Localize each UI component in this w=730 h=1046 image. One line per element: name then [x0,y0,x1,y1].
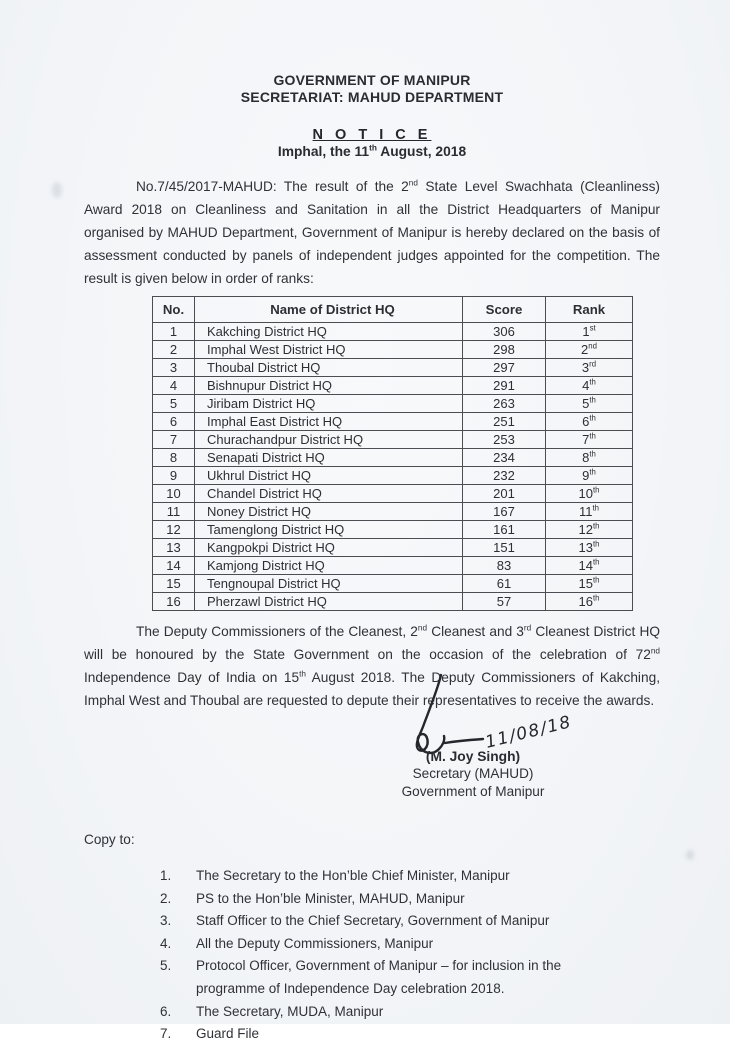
copy-to-item [160,955,660,1000]
cell-name: Imphal West District HQ [195,341,463,359]
scan-artifact [52,182,62,198]
results-table-body [153,323,633,611]
cell-rank: 13th [546,539,633,557]
cell-name: Bishnupur District HQ [195,377,463,395]
table-row [153,359,633,377]
cell-no: 13 [153,539,195,557]
cell-name: Kamjong District HQ [195,557,463,575]
copy-to-item-text: Guard File [196,1026,260,1042]
cell-name: Jiribam District HQ [195,395,463,413]
cell-no: 9 [153,467,195,485]
table-row [153,467,633,485]
cell-no: 15 [153,575,195,593]
header-score: Score [463,297,546,323]
cell-name: Kangpokpi District HQ [195,539,463,557]
copy-to-item-text: Protocol Officer, Government of Manipur – for inclusion in the programme of Independence Day celebration 2018. [196,958,562,996]
notice-date: Imphal, the 11th August, 2018 [277,143,467,159]
cell-name: Kakching District HQ [195,323,463,341]
cell-no: 5 [153,395,195,413]
cell-rank: 1st [546,323,633,341]
table-row [153,485,633,503]
closing-paragraph: The Deputy Commissioners of the Cleanest, 2nd Cleanest and 3rd Cleanest District HQ will be honoured by the State Government on the occasion of the celebration of 72nd Independence Day of India on 15th August 2018. The Deputy Commissioners of Kakching, Imphal West and Thoubal are requested to depute their representatives to receive the awards. [84,623,660,708]
cell-score: 61 [463,575,546,593]
cell-name: Tengnoupal District HQ [195,575,463,593]
cell-name: Thoubal District HQ [195,359,463,377]
signatory-title: Secretary (MAHUD) [412,766,534,781]
cell-score: 297 [463,359,546,377]
copy-to-item-number: 5. [160,958,172,974]
copy-to-item-number: 6. [160,1003,172,1019]
cell-no: 7 [153,431,195,449]
cell-rank: 10th [546,485,633,503]
org-name: GOVERNMENT OF MANIPUR [273,72,471,88]
signatory-name: (M. Joy Singh) [425,749,521,764]
cell-rank: 6th [546,413,633,431]
signatory-org: Government of Manipur [401,784,545,799]
intro-paragraph: No.7/45/2017-MAHUD: The result of the 2nd State Level Swachhata (Cleanliness) Award 2018 on Cleanliness and Sanitation in all the District Headquarters of Manipur organised by MAHUD Department, Government of Manipur is hereby declared on the basis of assessment conducted by panels of independent judges appointed for the competition. The result is given below in order of ranks: [84,178,660,286]
cell-no: 3 [153,359,195,377]
table-row [153,395,633,413]
cell-score: 83 [463,557,546,575]
table-row [153,323,633,341]
cell-name: Chandel District HQ [195,485,463,503]
copy-to-item [160,865,660,888]
cell-name: Tamenglong District HQ [195,521,463,539]
cell-rank: 11th [546,503,633,521]
results-table [152,296,633,611]
copy-to-list [160,865,660,1046]
scan-artifact [686,850,694,860]
cell-name: Noney District HQ [195,503,463,521]
cell-rank: 9th [546,467,633,485]
notice-title: N O T I C E [312,127,432,143]
signature-block [348,672,598,801]
signature-scribble [367,672,579,756]
table-row [153,449,633,467]
cell-name: Pherzawl District HQ [195,593,463,611]
cell-rank: 14th [546,557,633,575]
copy-to-item-text: PS to the Hon’ble Minister, MAHUD, Manipur [196,890,465,906]
copy-to-item [160,1023,660,1046]
table-row [153,521,633,539]
table-row [153,341,633,359]
cell-no: 4 [153,377,195,395]
cell-rank: 7th [546,431,633,449]
cell-rank: 8th [546,449,633,467]
cell-score: 306 [463,323,546,341]
table-row [153,575,633,593]
cell-score: 161 [463,521,546,539]
table-row [153,413,633,431]
cell-rank: 12th [546,521,633,539]
cell-no: 11 [153,503,195,521]
cell-score: 253 [463,431,546,449]
copy-to-item-number: 4. [160,935,172,951]
org-department: SECRETARIAT: MAHUD DEPARTMENT [240,88,504,105]
copy-to-label: Copy to: [84,832,135,847]
cell-name: Ukhrul District HQ [195,467,463,485]
copy-to-item-text: The Secretary, MUDA, Manipur [196,1003,384,1019]
cell-no: 12 [153,521,195,539]
copy-to-item-number: 2. [160,890,172,906]
cell-no: 2 [153,341,195,359]
copy-to-item-text: Staff Officer to the Chief Secretary, Government of Manipur [196,913,550,929]
cell-rank: 4th [546,377,633,395]
handwritten-date: 11/08/18 [483,712,574,753]
cell-score: 291 [463,377,546,395]
table-header-row [153,297,633,323]
table-row [153,431,633,449]
header-rank: Rank [546,297,633,323]
table-row [153,593,633,611]
table-row [153,503,633,521]
cell-rank: 15th [546,575,633,593]
table-row [153,539,633,557]
header-name: Name of District HQ [195,297,463,323]
cell-score: 234 [463,449,546,467]
cell-no: 1 [153,323,195,341]
cell-no: 16 [153,593,195,611]
copy-to-item [160,1001,660,1024]
cell-rank: 3rd [546,359,633,377]
copy-to-item-number: 7. [160,1026,172,1042]
cell-rank: 5th [546,395,633,413]
cell-score: 57 [463,593,546,611]
cell-rank: 16th [546,593,633,611]
cell-score: 263 [463,395,546,413]
header-no: No. [153,297,195,323]
copy-to-item [160,910,660,933]
cell-score: 151 [463,539,546,557]
copy-to-item [160,888,660,911]
cell-score: 298 [463,341,546,359]
copy-to-item-text: The Secretary to the Hon’ble Chief Minister, Manipur [196,868,510,883]
cell-rank: 2nd [546,341,633,359]
table-row [153,557,633,575]
copy-to-item-number: 1. [160,868,172,883]
cell-name: Senapati District HQ [195,449,463,467]
cell-score: 251 [463,413,546,431]
table-row [153,377,633,395]
copy-to-item [160,933,660,956]
cell-name: Imphal East District HQ [195,413,463,431]
cell-score: 167 [463,503,546,521]
copy-to-item-number: 3. [160,913,172,929]
cell-no: 10 [153,485,195,503]
cell-no: 14 [153,557,195,575]
cell-no: 8 [153,449,195,467]
cell-score: 232 [463,467,546,485]
copy-to-item-text: All the Deputy Commissioners, Manipur [196,935,434,951]
results-table-head [153,297,633,323]
cell-no: 6 [153,413,195,431]
cell-score: 201 [463,485,546,503]
cell-name: Churachandpur District HQ [195,431,463,449]
